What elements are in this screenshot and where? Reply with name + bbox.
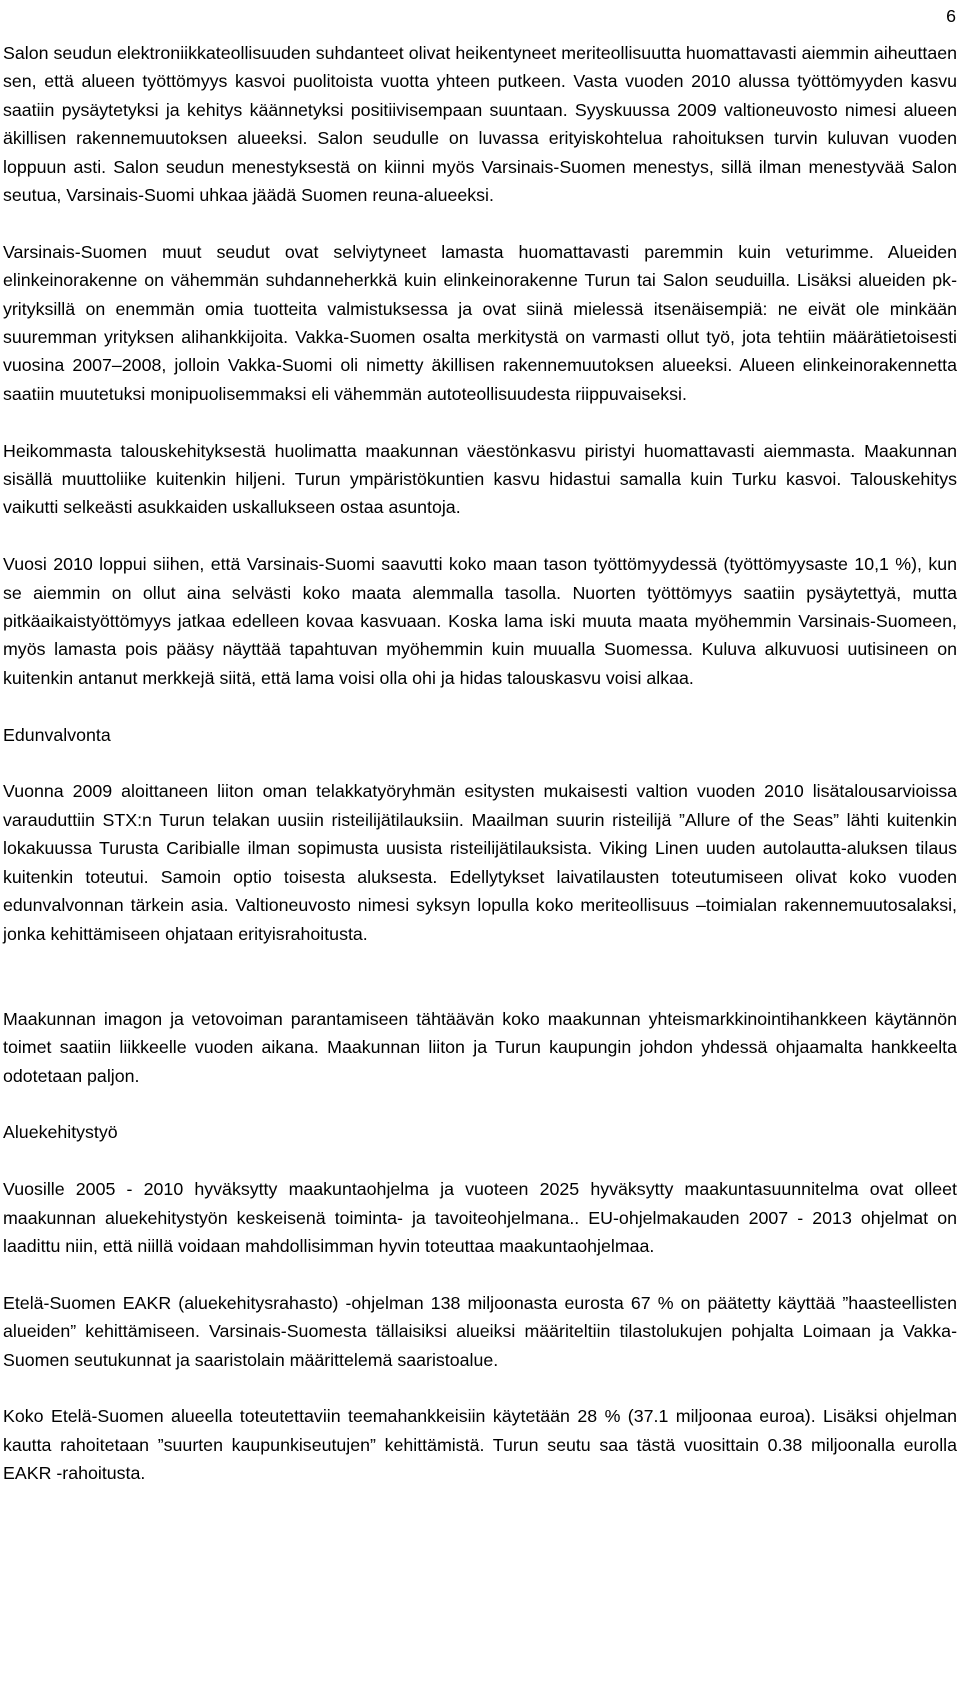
paragraph-shipyard: Vuonna 2009 aloittaneen liiton oman telakkatyöryhmän esitysten mukaisesti valtion vuoden 2010 lisätalousarvioissa varauduttiin STX:n Turun telakan uusiin risteilijätilauksiin. Maailman suurin risteilijä ”Allure of the Seas” lähti kuitenkin lokakuussa Turusta Caribialle ilman sopimusta uusista risteilijätilauksista. Viking Linen uuden autolautta-aluksen tilaus kuitenkin toteutui. Samoin optio toisesta aluksesta. Edellytykset laivatilausten toteutumiseen olivat koko vuoden edunvalvonnan tärkein asia. Valtioneuvosto nimesi syksyn lopulla koko meriteollisuus –toimialan rakennemuutosalaksi, jonka kehittämiseen ohjataan erityisrahoitusta. bbox=[3, 781, 957, 944]
paragraph-marketing: Maakunnan imagon ja vetovoiman parantamiseen tähtäävän koko maakunnan yhteismarkkinointihankkeen käytännön toimet saatiin liikkeelle vuoden aikana. Maakunnan liiton ja Turun kaupungin johdon yhdessä ohjaamalta hankkeelta odotetaan paljon. bbox=[3, 1008, 957, 1086]
heading-aluekehitystyo: Aluekehitystyö bbox=[3, 1122, 118, 1143]
paragraph-other-regions: Varsinais-Suomen muut seudut ovat selviytyneet lamasta huomattavasti paremmin kuin veturimme. Alueiden elinkeinorakenne on vähemmän suhdanneherkkä kuin elinkeinorakenne Turun tai Salon seuduilla. Lisäksi alueiden pk-yrityksillä on enemmän omia tuotteita valmistuksessa ja ovat siinä mielessä itsenäisempiä: ne eivät ole minkään suuremman yrityksen alihankkijoita. Vakka-Suomen osalta merkitystä on varmasti ollut työ, jota tehtiin määrätietoisesti vuosina 2007–2008, jolloin Vakka-Suomi oli nimetty äkillisen rakennemuutoksen alueeksi. Alueen elinkeinorakennetta saatiin muutetuksi monipuolisemmaksi eli vähemmän autoteollisuudesta riippuvaiseksi. bbox=[3, 241, 957, 404]
paragraph-regional-programme: Vuosille 2005 - 2010 hyväksytty maakuntaohjelma ja vuoteen 2025 hyväksytty maakuntasuunnitelma ovat olleet maakunnan aluekehitystyön keskeisenä toiminta- ja tavoiteohjelmana.. EU-ohjelmakauden 2007 - 2013 ohjelmat on laadittu niin, että niillä voidaan mahdollisimman hyvin toteuttaa maakuntaohjelmaa. bbox=[3, 1179, 957, 1256]
heading-edunvalvonta: Edunvalvonta bbox=[3, 724, 111, 745]
blank-spacer bbox=[3, 976, 957, 1004]
paragraph-unemployment: Vuosi 2010 loppui siihen, että Varsinais-Suomi saavutti koko maan tason työttömyydessä (työttömyysaste 10,1 %), kun se aiemmin on ollut aina selvästi koko maata alemmalla tasolla. Nuorten työttömyys saatiin pysäytettyä, mutta pitkäaikaistyöttömyys jatkaa edelleen kovaa kasvuaan. Koska lama iski muuta maata myöhemmin Varsinais-Suomeen, myös lamasta pois pääsy näyttää tapahtuvan myöhemmin kuin muualla Suomessa. Kuluva alkuvuosi uutisineen on kuitenkin antanut merkkejä siitä, että lama voisi olla ohi ja hidas talouskasvu voisi alkaa. bbox=[3, 554, 957, 688]
paragraph-population-growth: Heikommasta talouskehityksestä huolimatta maakunnan väestönkasvu piristyi huomattavasti aiemmasta. Maakunnan sisällä muuttoliike kuitenkin hiljeni. Turun ympäristökuntien kasvu hidastui samalla kuin Turku kasvoi. Talouskehitys vaikutti selkeästi asukkaiden uskallukseen ostaa asuntoja. bbox=[3, 440, 957, 518]
paragraph-theme-projects: Koko Etelä-Suomen alueella toteutettaviin teemahankkeisiin käytetään 28 % (37.1 miljoonaa euroa). Lisäksi ohjelman kautta rahoitetaan ”suurten kaupunkiseutujen” kehittämistä. Turun seutu saa tästä vuosittain 0.38 miljoonalla eurolla EAKR -rahoitusta. bbox=[3, 1406, 957, 1484]
paragraph-salo-region: Salon seudun elektroniikkateollisuuden suhdanteet olivat heikentyneet meriteollisuutta huomattavasti aiemmin aiheuttaen sen, että alueen työttömyys kasvoi puolitoista vuotta yhteen putkeen. Vasta vuoden 2010 alussa työttömyyden kasvu saatiin pysäytetyksi ja kehitys käännetyksi positiivisempaan suuntaan. Syyskuussa 2009 valtioneuvosto nimesi alueen äkillisen rakennemuutoksen alueeksi. Salon seudulle on luvassa erityiskohtelua rahoituksen turvin kuluvan vuoden loppuun asti. Salon seudun menestyksestä on kiinni myös Varsinais-Suomen menestys, sillä ilman menestyvää Salon seutua, Varsinais-Suomi uhkaa jäädä Suomen reuna-alueeksi. bbox=[3, 43, 957, 206]
paragraph-eakr: Etelä-Suomen EAKR (aluekehitysrahasto) -ohjelman 138 miljoonasta eurosta 67 % on päätetty käyttää ”haasteellisten alueiden” kehittämiseen. Varsinais-Suomesta tällaisiksi alueiksi määriteltiin tilastolukujen pohjalta Loimaan ja Vakka-Suomen seutukunnat ja saaristolain määrittelemä saaristoalue. bbox=[3, 1292, 957, 1370]
page-number: 6 bbox=[946, 6, 956, 26]
